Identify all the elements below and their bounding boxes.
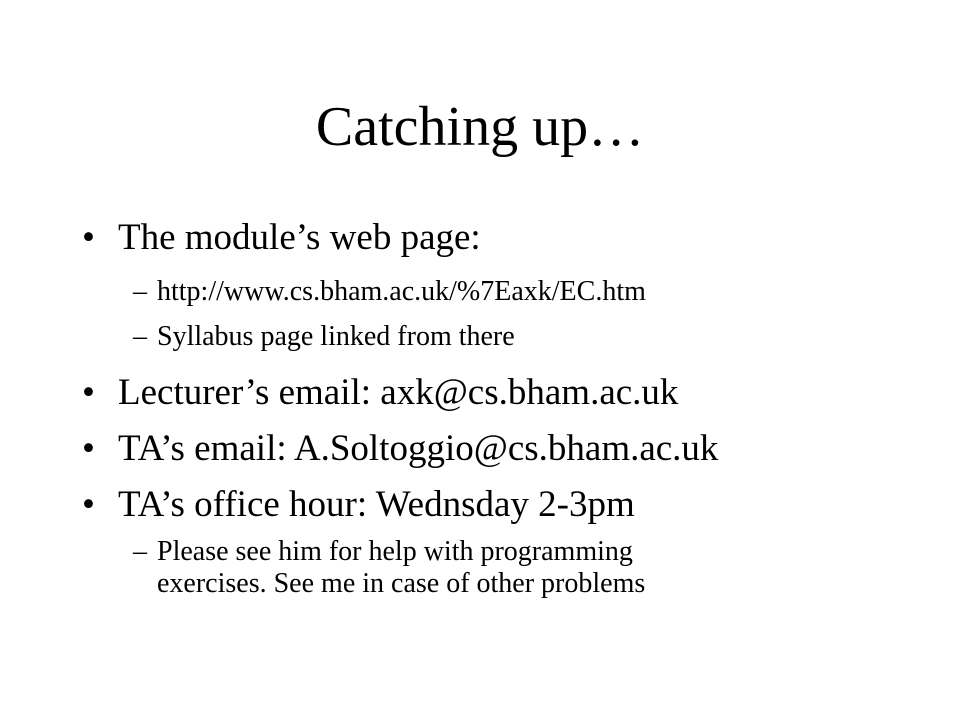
bullet-text: The module’s web page: [118,217,481,258]
bullet-icon: • [82,484,95,525]
bullet-text: Lecturer’s email: axk@cs.bham.ac.uk [118,372,679,413]
sub-item-text-block [157,536,645,600]
bullet-text: TA’s office hour: Wednsday 2-3pm [118,484,635,525]
dash-icon: – [133,536,147,567]
dash-icon: – [133,321,147,352]
bullet-icon: • [82,217,95,258]
slide-title: Catching up… [315,96,645,158]
bullet-icon: • [82,428,95,469]
sub-item-syllabus [133,321,515,353]
bullet-icon: • [82,372,95,413]
bullet-item-web-page [82,216,481,260]
bullet-item-lecturer-email [82,371,678,415]
sub-item-url [133,276,646,308]
sub-item-help [133,536,645,600]
sub-item-line: exercises. See me in case of other problems [157,568,646,599]
dash-icon: – [133,276,147,307]
sub-item-line: Please see him for help with programming [157,536,633,567]
bullet-item-office-hour [82,483,635,527]
sub-item-text[interactable]: http://www.cs.bham.ac.uk/%7Eaxk/EC.htm [157,276,646,307]
bullet-item-ta-email [82,427,718,471]
bullet-text: TA’s email: A.Soltoggio@cs.bham.ac.uk [118,428,719,469]
sub-item-text: Syllabus page linked from there [157,321,515,352]
